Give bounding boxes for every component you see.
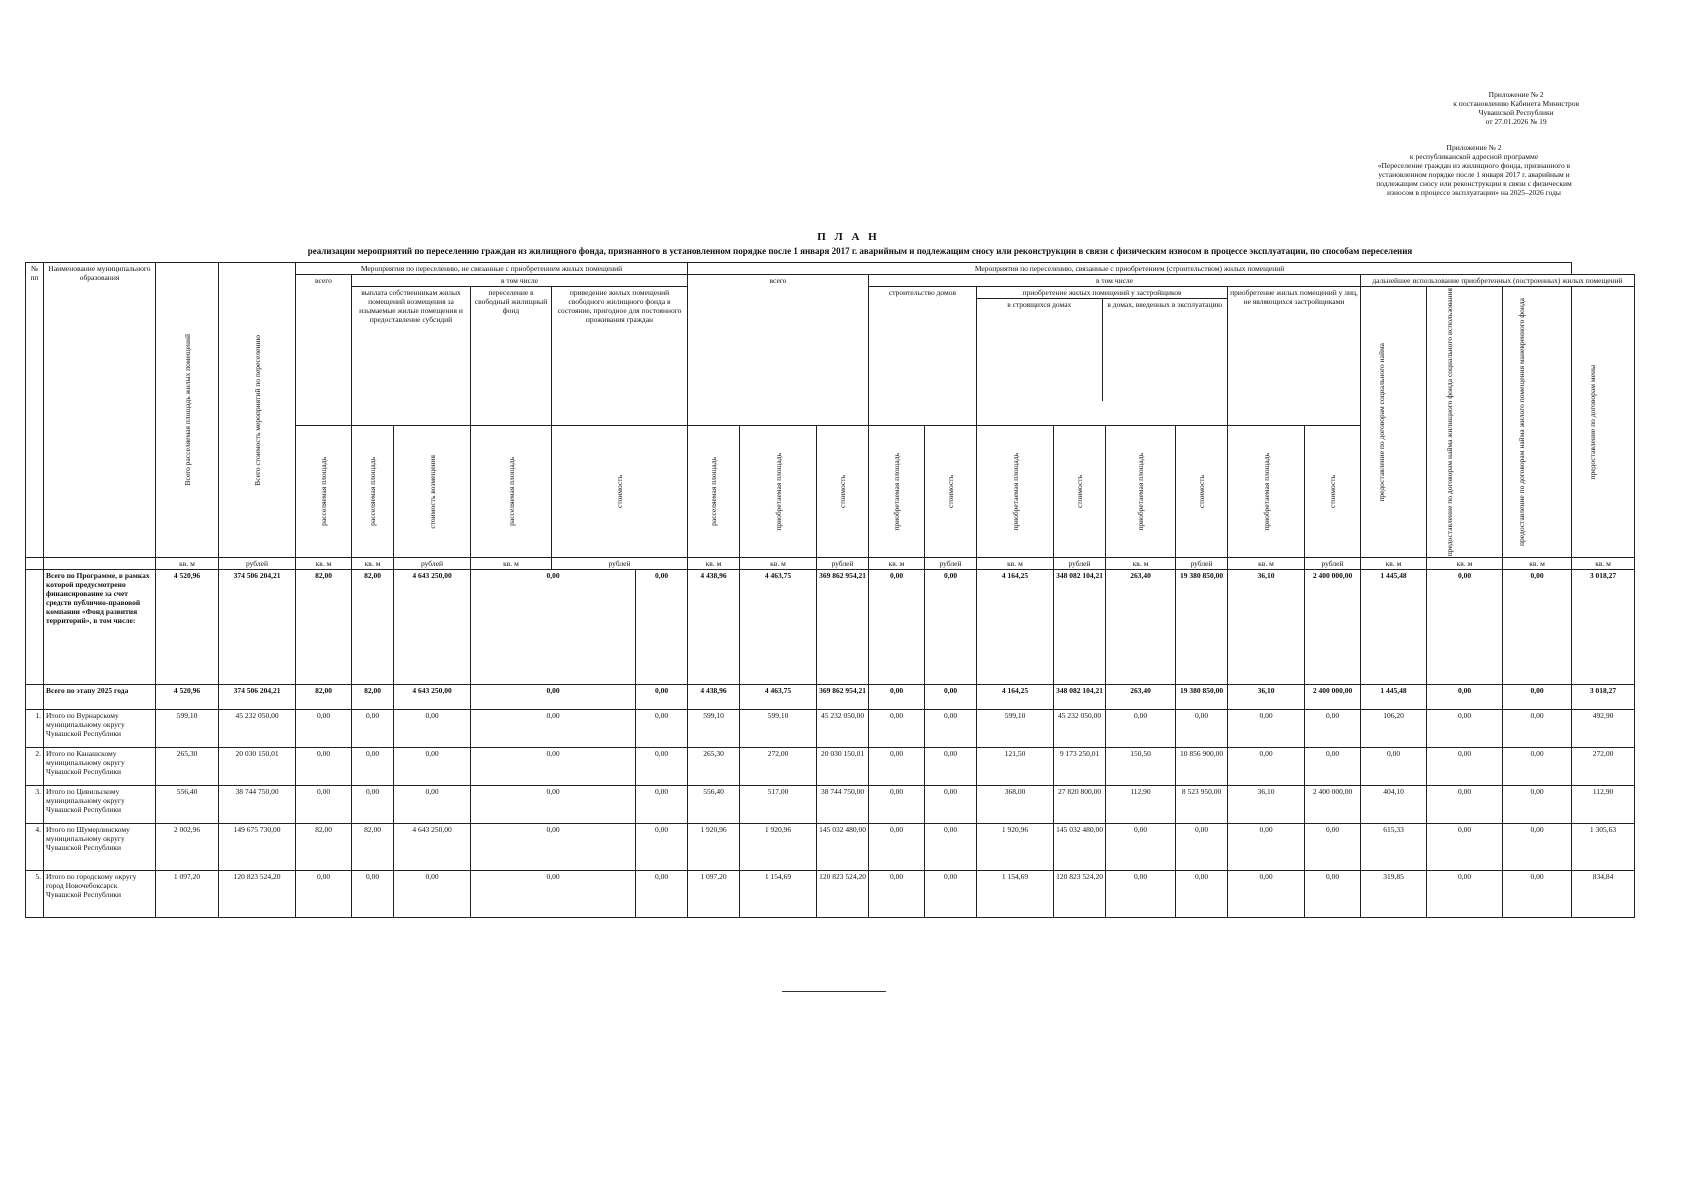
row-value: 4 643 250,00 <box>394 570 471 685</box>
row-value: 4 463,75 <box>740 570 817 685</box>
row-value: 36,10 <box>1228 570 1305 685</box>
row-value: 0,00 <box>1228 748 1305 786</box>
header-construction: строительство домов <box>869 287 977 426</box>
row-value: 374 506 204,21 <box>219 685 296 710</box>
row-value: 2 400 000,00 <box>1305 786 1361 824</box>
row-value: 0,00 <box>1503 710 1572 748</box>
unit-cell: рублей <box>394 558 471 570</box>
row-value: 599,10 <box>688 710 740 748</box>
row-value: 0,00 <box>1427 570 1503 685</box>
row-value: 82,00 <box>296 685 352 710</box>
header-group-acquisition: Мероприятия по переселению, связанные с приобретением (строительством) жилых помещений <box>688 263 1572 275</box>
row-value: 0,00 <box>869 748 925 786</box>
row-value: 0,00 <box>471 748 636 786</box>
row-value: 319,85 <box>1361 871 1427 918</box>
row-name: Итого по городскому округу город Новочебоксарск Чувашской Республики <box>44 871 156 918</box>
header-from-developers <box>977 287 1228 426</box>
sub-cost: стоимость <box>817 426 869 558</box>
row-value: 0,00 <box>1176 824 1228 871</box>
table-row <box>26 748 1635 786</box>
unit-cell: рублей <box>1176 558 1228 570</box>
row-value: 0,00 <box>1427 786 1503 824</box>
row-value: 20 030 150,01 <box>219 748 296 786</box>
header-use-exchange: предоставление по договорам мены <box>1572 287 1635 558</box>
row-value: 0,00 <box>1176 871 1228 918</box>
sub-acquired-area: приобретаемая площадь <box>869 426 925 558</box>
sub-cost: стоимость <box>1176 426 1228 558</box>
header-from-non-developers: приобретение жилых помещений у лиц, не являющихся застройщиками <box>1228 287 1361 426</box>
row-value: 1 154,69 <box>740 871 817 918</box>
row-name: Итого по Шумерлинскому муниципальному округу Чувашской Республики <box>44 824 156 871</box>
annex-block-decree <box>1453 90 1579 126</box>
row-value: 3 018,27 <box>1572 685 1635 710</box>
row-value: 0,00 <box>296 871 352 918</box>
row-value: 4 643 250,00 <box>394 824 471 871</box>
header-developer-subgroups <box>977 299 1227 401</box>
header-further-use: дальнейшее использование приобретенных (построенных) жилых помещений <box>1361 275 1635 287</box>
row-value: 0,00 <box>636 748 688 786</box>
row-value: 19 380 850,00 <box>1176 685 1228 710</box>
unit-cell: кв. м <box>1228 558 1305 570</box>
unit-cell: кв. м <box>977 558 1054 570</box>
row-name: Итого по Канашскому муниципальному округу Чувашской Республики <box>44 748 156 786</box>
row-value: 369 862 954,21 <box>817 570 869 685</box>
row-value: 9 173 250,01 <box>1054 748 1106 786</box>
row-value: 517,00 <box>740 786 817 824</box>
row-value: 1 920,96 <box>740 824 817 871</box>
row-value: 4 643 250,00 <box>394 685 471 710</box>
row-value: 0,00 <box>1427 710 1503 748</box>
row-value: 82,00 <box>296 570 352 685</box>
row-value: 0,00 <box>1106 824 1176 871</box>
row-value: 0,00 <box>1427 824 1503 871</box>
sub-resettled-area: расселяемая площадь <box>296 426 352 558</box>
row-value: 0,00 <box>869 824 925 871</box>
row-value: 145 032 480,00 <box>1054 824 1106 871</box>
table-row <box>26 685 1635 710</box>
row-value: 2 400 000,00 <box>1305 685 1361 710</box>
header-in-commissioned: в домах, введенных в эксплуатацию <box>1107 300 1223 309</box>
row-value: 0,00 <box>471 871 636 918</box>
row-value: 348 082 104,21 <box>1054 570 1106 685</box>
unit-cell: кв. м <box>1427 558 1503 570</box>
unit-cell: рублей <box>552 558 688 570</box>
row-value: 1 305,63 <box>1572 824 1635 871</box>
header-use-maneuver: предоставление по договорам найма жилого помещения маневренного фонда <box>1503 287 1572 558</box>
row-value: 0,00 <box>1228 871 1305 918</box>
row-value: 0,00 <box>352 710 394 748</box>
unit-cell: кв. м <box>352 558 394 570</box>
unit-cell: рублей <box>1054 558 1106 570</box>
sub-cost: стоимость <box>1305 426 1361 558</box>
annex-line: к постановлению Кабинета Министров <box>1453 99 1579 108</box>
row-value: 0,00 <box>394 710 471 748</box>
unit-cell: рублей <box>925 558 977 570</box>
row-value: 0,00 <box>925 748 977 786</box>
unit-cell: кв. м <box>1503 558 1572 570</box>
row-value: 0,00 <box>636 871 688 918</box>
row-value: 149 675 730,00 <box>219 824 296 871</box>
row-value: 0,00 <box>1305 824 1361 871</box>
annex-line: от 27.01.2026 № 19 <box>1485 117 1547 126</box>
table-row <box>26 786 1635 824</box>
row-value: 369 862 954,21 <box>817 685 869 710</box>
row-value: 0,00 <box>1106 710 1176 748</box>
row-number: 5. <box>26 871 44 918</box>
row-value: 8 523 950,00 <box>1176 786 1228 824</box>
header-row-1 <box>26 263 1635 275</box>
row-value: 0,00 <box>1427 871 1503 918</box>
header-free-fund: переселение в свободный жилищный фонд <box>471 287 552 426</box>
row-value: 1 445,48 <box>1361 570 1427 685</box>
row-value: 10 856 900,00 <box>1176 748 1228 786</box>
row-value: 1 097,20 <box>156 871 219 918</box>
sub-resettled-area: расселяемая площадь <box>688 426 740 558</box>
row-value: 0,00 <box>1106 871 1176 918</box>
row-value: 1 154,69 <box>977 871 1054 918</box>
data-rows <box>26 570 1635 918</box>
row-value: 0,00 <box>471 710 636 748</box>
row-value: 272,00 <box>740 748 817 786</box>
header-payout: выплата собственникам жилых помещений возмещения за изымаемые жилые помещения и предоставление субсидий <box>352 287 471 426</box>
row-value: 0,00 <box>925 824 977 871</box>
table-row <box>26 871 1635 918</box>
row-value: 0,00 <box>925 685 977 710</box>
row-value: 112,90 <box>1106 786 1176 824</box>
header-vsego: всего <box>296 275 352 426</box>
row-value: 112,90 <box>1572 786 1635 824</box>
unit-cell: кв. м <box>1106 558 1176 570</box>
row-value: 2 400 000,00 <box>1305 570 1361 685</box>
row-value: 0,00 <box>636 824 688 871</box>
row-value: 4 520,96 <box>156 570 219 685</box>
sub-cost: стоимость <box>925 426 977 558</box>
header-bringing: приведение жилых помещений свободного жилищного фонда в состояние, пригодное для постоянного проживания граждан <box>552 287 688 426</box>
row-value: 0,00 <box>394 786 471 824</box>
row-value: 4 463,75 <box>740 685 817 710</box>
unit-cell: кв. м <box>1361 558 1427 570</box>
row-value: 36,10 <box>1228 786 1305 824</box>
row-name: Итого по Цивильскому муниципальному округу Чувашской Республики <box>44 786 156 824</box>
unit-cell-empty <box>26 558 44 570</box>
row-name: Всего по этапу 2025 года <box>44 685 156 710</box>
row-value: 0,00 <box>352 871 394 918</box>
annex-line: Приложение № 2 <box>1446 143 1502 152</box>
header-group-not-acquisition: Мероприятия по переселению, не связанные с приобретением жилых помещений <box>296 263 688 275</box>
row-value: 19 380 850,00 <box>1176 570 1228 685</box>
row-value: 0,00 <box>471 824 636 871</box>
row-number: 1. <box>26 710 44 748</box>
row-value: 1 920,96 <box>977 824 1054 871</box>
unit-cell-empty <box>44 558 156 570</box>
row-value: 0,00 <box>296 710 352 748</box>
unit-cell: кв. м <box>156 558 219 570</box>
row-value: 0,00 <box>1228 824 1305 871</box>
unit-cell: рублей <box>219 558 296 570</box>
row-value: 0,00 <box>1305 710 1361 748</box>
row-value: 0,00 <box>1503 871 1572 918</box>
row-value: 4 164,25 <box>977 570 1054 685</box>
row-value: 0,00 <box>1503 786 1572 824</box>
row-value: 3 018,27 <box>1572 570 1635 685</box>
row-value: 0,00 <box>869 685 925 710</box>
row-value: 263,40 <box>1106 570 1176 685</box>
row-value: 150,50 <box>1106 748 1176 786</box>
row-value: 0,00 <box>869 786 925 824</box>
row-name: Всего по Программе, в рамках которой предусмотрено финансирование за счет средств публично-правовой компании «Фонд развития территорий», в том числе: <box>44 570 156 685</box>
table-row <box>26 710 1635 748</box>
header-including: в том числе <box>352 275 688 287</box>
annex-line: к республиканской адресной программе <box>1409 152 1539 161</box>
sub-acquired-area: приобретаемая площадь <box>740 426 817 558</box>
row-value: 265,30 <box>156 748 219 786</box>
units-row <box>26 558 1635 570</box>
sub-acquired-area: приобретаемая площадь <box>1106 426 1176 558</box>
table-row <box>26 570 1635 685</box>
row-value: 615,33 <box>1361 824 1427 871</box>
document-subtitle: реализации мероприятий по переселению граждан из жилищного фонда, признанного в установленном порядке после 1 января 2017 г. аварийным и подлежащим сносу или реконструкции в связи с физическим износом в процессе эксплуатации, по способам переселения <box>307 246 1413 256</box>
header-total-cost: Всего стоимость мероприятий по переселению <box>219 263 296 558</box>
row-value: 0,00 <box>471 786 636 824</box>
header-use-social-fund: предоставление по договорам найма жилищного фонда социального использования <box>1427 287 1503 558</box>
row-value: 0,00 <box>869 871 925 918</box>
row-value: 0,00 <box>869 710 925 748</box>
row-value: 0,00 <box>925 570 977 685</box>
row-value: 348 082 104,21 <box>1054 685 1106 710</box>
unit-cell: кв. м <box>869 558 925 570</box>
plan-table <box>25 262 1635 918</box>
annex-block-program <box>1369 143 1579 197</box>
row-value: 38 744 750,00 <box>219 786 296 824</box>
row-value: 599,10 <box>156 710 219 748</box>
row-value: 556,40 <box>688 786 740 824</box>
row-value: 27 820 800,00 <box>1054 786 1106 824</box>
sub-resettled-area: расселяемая площадь <box>471 426 552 558</box>
row-value: 0,00 <box>1305 748 1361 786</box>
row-value: 0,00 <box>394 748 471 786</box>
row-value: 0,00 <box>1176 710 1228 748</box>
row-value: 0,00 <box>1503 824 1572 871</box>
unit-cell: кв. м <box>740 558 817 570</box>
row-value: 0,00 <box>394 871 471 918</box>
header-num: № пп <box>26 263 44 558</box>
annex-line: «Переселение граждан из жилищного фонда, признанного в установленном порядке после 1 января 2017 г. аварийным и подлежащим сносу или реконструкции в связи с физическим износом в процессе эксплуатации» на 2025–2026 годы <box>1376 161 1572 197</box>
row-value: 45 232 050,00 <box>1054 710 1106 748</box>
row-number: 4. <box>26 824 44 871</box>
row-value: 0,00 <box>471 570 636 685</box>
row-value: 0,00 <box>1228 710 1305 748</box>
row-value: 121,50 <box>977 748 1054 786</box>
row-value: 0,00 <box>925 710 977 748</box>
annex-line: Приложение № 2 <box>1488 90 1544 99</box>
unit-cell: кв. м <box>688 558 740 570</box>
row-value: 0,00 <box>925 786 977 824</box>
row-value: 0,00 <box>296 786 352 824</box>
header-vsego-2: всего <box>688 275 869 426</box>
row-value: 404,10 <box>1361 786 1427 824</box>
row-value: 1 445,48 <box>1361 685 1427 710</box>
row-value: 82,00 <box>352 685 394 710</box>
row-value: 1 097,20 <box>688 871 740 918</box>
row-value: 263,40 <box>1106 685 1176 710</box>
row-value: 38 744 750,00 <box>817 786 869 824</box>
row-value: 0,00 <box>1305 871 1361 918</box>
row-number: 2. <box>26 748 44 786</box>
sub-compensation-cost: стоимость возмещения <box>394 426 471 558</box>
header-in-construction: в строящихся домах <box>977 299 1103 401</box>
unit-cell: рублей <box>1305 558 1361 570</box>
row-value: 0,00 <box>636 685 688 710</box>
row-value: 20 030 150,01 <box>817 748 869 786</box>
header-including-2: в том числе <box>869 275 1361 287</box>
row-name: Итого по Вурнарскому муниципальному округу Чувашской Республики <box>44 710 156 748</box>
row-value: 36,10 <box>1228 685 1305 710</box>
row-value: 0,00 <box>636 710 688 748</box>
row-number <box>26 570 44 685</box>
sub-acquired-area: приобретаемая площадь <box>1228 426 1305 558</box>
row-value: 0,00 <box>471 685 636 710</box>
row-value: 0,00 <box>869 570 925 685</box>
row-value: 82,00 <box>352 570 394 685</box>
unit-cell: рублей <box>817 558 869 570</box>
sub-resettled-area: расселяемая площадь <box>352 426 394 558</box>
row-value: 0,00 <box>1427 685 1503 710</box>
row-number <box>26 685 44 710</box>
row-value: 4 438,96 <box>688 570 740 685</box>
row-value: 120 823 524,20 <box>817 871 869 918</box>
row-number: 3. <box>26 786 44 824</box>
row-value: 0,00 <box>352 786 394 824</box>
row-value: 0,00 <box>1503 748 1572 786</box>
row-value: 1 920,96 <box>688 824 740 871</box>
header-use-social: предоставление по договорам социального найма <box>1361 287 1427 558</box>
unit-cell: кв. м <box>1572 558 1635 570</box>
row-value: 272,00 <box>1572 748 1635 786</box>
row-value: 265,30 <box>688 748 740 786</box>
row-value: 0,00 <box>296 748 352 786</box>
header-total-area: Всего расселяемая площадь жилых помещений <box>156 263 219 558</box>
row-value: 2 002,96 <box>156 824 219 871</box>
unit-cell: кв. м <box>471 558 552 570</box>
row-value: 599,10 <box>977 710 1054 748</box>
table-row <box>26 824 1635 871</box>
row-value: 0,00 <box>925 871 977 918</box>
sub-cost: стоимость <box>552 426 688 558</box>
row-value: 4 520,96 <box>156 685 219 710</box>
row-value: 120 823 524,20 <box>219 871 296 918</box>
row-value: 0,00 <box>1361 748 1427 786</box>
row-value: 556,40 <box>156 786 219 824</box>
row-value: 4 164,25 <box>977 685 1054 710</box>
row-value: 492,90 <box>1572 710 1635 748</box>
row-value: 106,20 <box>1361 710 1427 748</box>
row-value: 0,00 <box>636 570 688 685</box>
row-value: 82,00 <box>296 824 352 871</box>
row-value: 0,00 <box>636 786 688 824</box>
sub-acquired-area: приобретаемая площадь <box>977 426 1054 558</box>
row-value: 0,00 <box>352 748 394 786</box>
row-value: 368,00 <box>977 786 1054 824</box>
sub-cost: стоимость <box>1054 426 1106 558</box>
closing-rule <box>782 991 886 992</box>
document-title: П Л А Н <box>817 231 880 243</box>
row-value: 0,00 <box>1503 685 1572 710</box>
annex-line: Чувашской Республики <box>1478 108 1554 117</box>
row-value: 834,84 <box>1572 871 1635 918</box>
row-value: 4 438,96 <box>688 685 740 710</box>
row-value: 145 032 480,00 <box>817 824 869 871</box>
row-value: 599,10 <box>740 710 817 748</box>
header-name: Наименование муниципального образования <box>44 263 156 558</box>
row-value: 0,00 <box>1503 570 1572 685</box>
row-value: 120 823 524,20 <box>1054 871 1106 918</box>
row-value: 82,00 <box>352 824 394 871</box>
row-value: 45 232 050,00 <box>219 710 296 748</box>
row-value: 374 506 204,21 <box>219 570 296 685</box>
header-from-developers-label: приобретение жилых помещений у застройщиков <box>977 287 1227 299</box>
row-value: 0,00 <box>1427 748 1503 786</box>
row-value: 45 232 050,00 <box>817 710 869 748</box>
unit-cell: кв. м <box>296 558 352 570</box>
